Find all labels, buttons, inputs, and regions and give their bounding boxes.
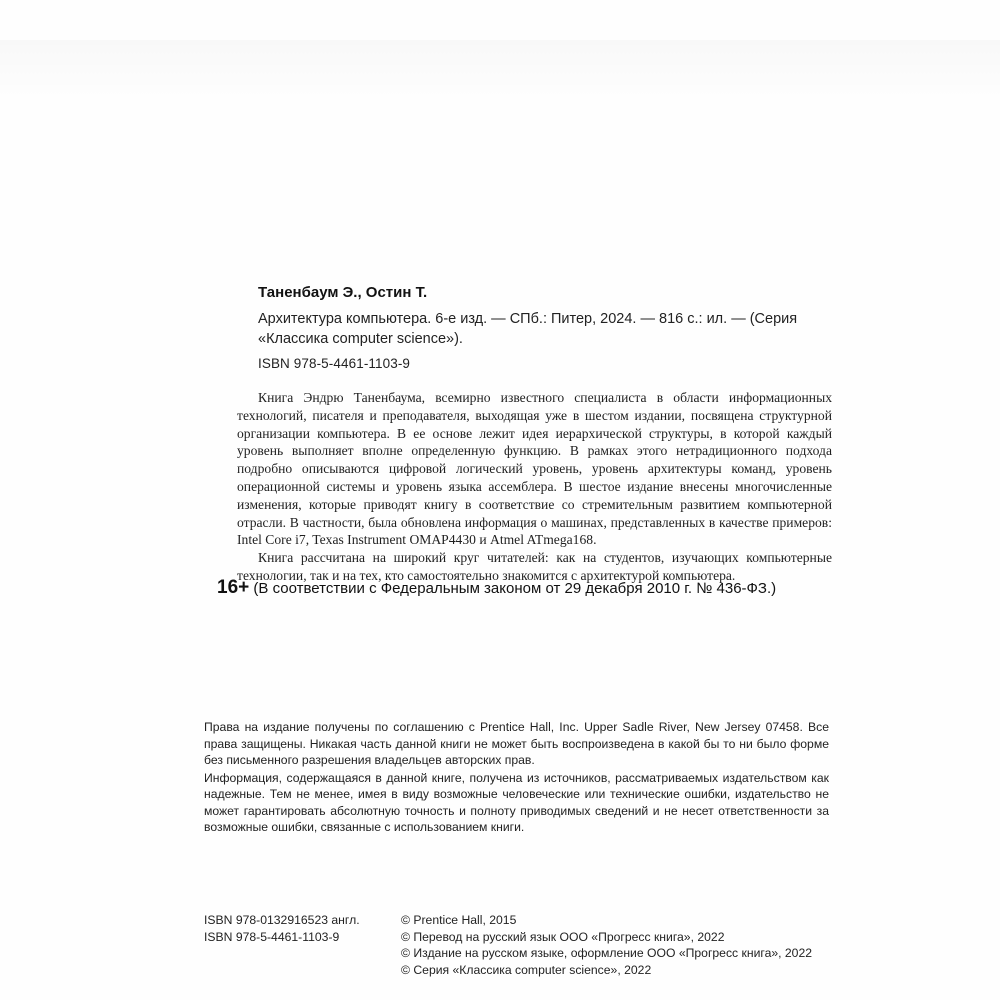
footer-copyright-block bbox=[401, 912, 812, 978]
copyright-line-3: © Издание на русском языке, оформление ООО «Прогресс книга», 2022 bbox=[401, 946, 813, 961]
rights-paragraph-2: Информация, содержащаяся в данной книге, получена из источников, рассматриваемых издательством как надежные. Тем не менее, имея в виду возможные человеческие или технические ошибки, издательство не может гарантировать абсолютную точность и полноту приводимых сведений и не несет ответственности за возможные ошибки, связанные с использованием книги. bbox=[204, 770, 829, 834]
bibliographic-description bbox=[258, 309, 833, 349]
age-rating bbox=[217, 577, 857, 599]
isbn-en: ISBN 978-0132916523 англ. bbox=[204, 913, 360, 927]
copyright-line-1: © Prentice Hall, 2015 bbox=[401, 913, 517, 927]
isbn-ru: ISBN 978-5-4461-1103-9 bbox=[204, 929, 340, 944]
footer-isbn-block bbox=[204, 912, 360, 945]
age-rating-text: (В соответствии с Федеральным законом от 29 декабря 2010 г. № 436-ФЗ.) bbox=[253, 580, 777, 597]
authors-line: Таненбаум Э., Остин Т. bbox=[258, 284, 428, 301]
copyright-line-4: © Серия «Классика computer science», 2022 bbox=[401, 962, 652, 977]
copyright-line-2: © Перевод на русский язык ООО «Прогресс книга», 2022 bbox=[401, 929, 725, 944]
rights-notice bbox=[204, 719, 829, 837]
rights-paragraph-1: Права на издание получены по соглашению с Prentice Hall, Inc. Upper Sadle River, New Jersey 07458. Все права защищены. Никакая часть данной книги не может быть воспроизведена в какой бы то ни было форме без письменного разрешения владельцев авторских прав. bbox=[204, 720, 829, 767]
bleed-through-shadow bbox=[0, 40, 1000, 100]
annotation-paragraph-1: Книга Эндрю Таненбаума, всемирно известного специалиста в области информационных технологий, писателя и преподавателя, выходящая уже в шестом издании, посвящена структурной организации компьютера. В ее основе лежит идея иерархической структуры, в которой каждый уровень выполняет вполне определенную функцию. В рамках этого нетрадиционного подхода подробно описываются цифровой логический уровень, уровень архитектуры команд, уровень операционной системы и уровень языка ассемблера. В шестое издание внесены многочисленные изменения, которые приводят книгу в соответствие со стремительным развитием компьютерной отрасли. В частности, была обновлена информация о машинах, представленных в качестве примеров: Intel Core i7, Texas Instrument OMAP4430 и Atmel ATmega168. bbox=[237, 390, 832, 548]
age-rating-mark: 16+ bbox=[217, 577, 250, 598]
bib-line-1: Архитектура компьютера. 6-е изд. — СПб.: Питер, 2024. — 816 с.: ил. — (Серия bbox=[258, 311, 798, 327]
annotation-paragraph-2: Книга рассчитана на широкий круг читателей: как на студентов, изучающих компьютерные технологии, так и на тех, кто самостоятельно знакомится с архитектурой компьютера. bbox=[237, 550, 832, 583]
isbn-main: ISBN 978-5-4461-1103-9 bbox=[258, 356, 411, 371]
bib-line-2: «Классика computer science»). bbox=[258, 331, 463, 347]
annotation bbox=[237, 389, 832, 585]
